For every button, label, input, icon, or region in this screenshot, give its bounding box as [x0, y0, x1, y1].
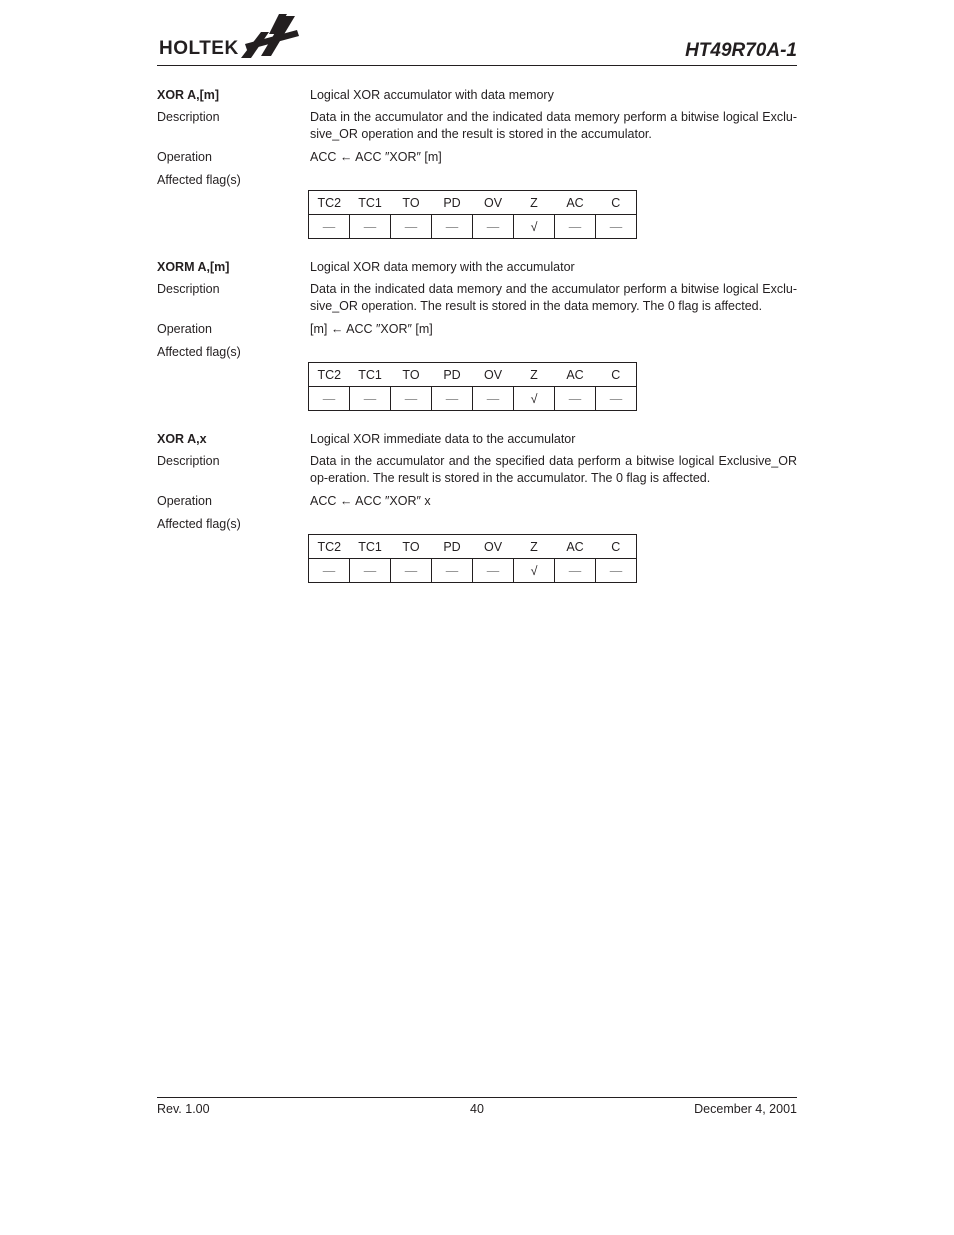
flag-value: √ [514, 387, 555, 411]
operation-text: ACC ← ACC ″XOR″ [m] [310, 150, 442, 164]
flag-value: — [309, 559, 350, 583]
flags-header-row [309, 535, 637, 559]
flags-value-row [309, 559, 637, 583]
flag-name: AC [555, 363, 596, 387]
flag-name: TO [391, 535, 432, 559]
flag-value: — [473, 387, 514, 411]
flag-value: — [555, 559, 596, 583]
operation-label: Operation [157, 494, 212, 508]
flag-name: PD [432, 363, 473, 387]
flag-name: OV [473, 191, 514, 215]
flag-value: — [391, 559, 432, 583]
flag-value: — [309, 387, 350, 411]
operation-label: Operation [157, 150, 212, 164]
flag-name: Z [514, 363, 555, 387]
summary: Logical XOR data memory with the accumulator [310, 260, 575, 274]
flag-value: — [391, 387, 432, 411]
flag-name: C [596, 363, 637, 387]
flag-name: TC1 [350, 191, 391, 215]
affected-label: Affected flag(s) [157, 345, 241, 359]
flag-name: C [596, 535, 637, 559]
document-title: HT49R70A-1 [685, 40, 797, 61]
flag-name: OV [473, 535, 514, 559]
flag-name: Z [514, 191, 555, 215]
flags-table [308, 534, 637, 583]
affected-label: Affected flag(s) [157, 517, 241, 531]
flag-value: — [391, 215, 432, 239]
description-text: Data in the accumulator and the indicated data memory perform a bitwise logical Exclu-sive_OR operation and the result is stored in the accumulator. [310, 110, 797, 141]
flag-value: — [473, 215, 514, 239]
flag-value: — [596, 387, 637, 411]
flag-value: — [555, 215, 596, 239]
flag-value: — [555, 387, 596, 411]
flags-value-row [309, 387, 637, 411]
flag-name: TC2 [309, 535, 350, 559]
flag-value: √ [514, 215, 555, 239]
flags-header-row [309, 363, 637, 387]
flag-name: TO [391, 191, 432, 215]
operation-text: [m] ← ACC ″XOR″ [m] [310, 322, 433, 336]
description-label: Description [157, 282, 220, 296]
holtek-logo [157, 12, 302, 62]
flag-name: OV [473, 363, 514, 387]
flag-name: AC [555, 535, 596, 559]
flag-value: — [432, 387, 473, 411]
publish-date: December 4, 2001 [694, 1102, 797, 1116]
flag-value: — [350, 387, 391, 411]
flag-value: — [596, 559, 637, 583]
mnemonic: XOR A,x [157, 432, 207, 446]
mnemonic: XOR A,[m] [157, 88, 220, 102]
flag-name: TC1 [350, 363, 391, 387]
flag-name: TC1 [350, 535, 391, 559]
flag-value: — [350, 215, 391, 239]
logo-mark-icon [239, 12, 301, 60]
flag-value: — [473, 559, 514, 583]
flag-value: — [350, 559, 391, 583]
page-number: 40 [470, 1102, 484, 1116]
summary: Logical XOR immediate data to the accumulator [310, 432, 576, 446]
flag-name: PD [432, 191, 473, 215]
flags-header-row [309, 191, 637, 215]
operation-text: ACC ← ACC ″XOR″ x [310, 494, 431, 508]
flags-value-row [309, 215, 637, 239]
flag-name: PD [432, 535, 473, 559]
logo-text: HOLTEK [159, 38, 239, 59]
flags-table [308, 190, 637, 239]
description-label: Description [157, 110, 220, 124]
flag-value: — [309, 215, 350, 239]
flag-name: AC [555, 191, 596, 215]
flag-value: √ [514, 559, 555, 583]
page-header [157, 10, 797, 66]
description-label: Description [157, 454, 220, 468]
description-text: Data in the accumulator and the specified data perform a bitwise logical Exclusive_OR op-eration. The result is stored in the accumulator. The 0 flag is affected. [310, 454, 797, 485]
summary: Logical XOR accumulator with data memory [310, 88, 554, 102]
page-footer [157, 1097, 797, 1116]
flag-name: TO [391, 363, 432, 387]
operation-label: Operation [157, 322, 212, 336]
revision: Rev. 1.00 [157, 1102, 210, 1116]
flag-value: — [596, 215, 637, 239]
flag-name: Z [514, 535, 555, 559]
mnemonic: XORM A,[m] [157, 260, 230, 274]
flag-name: TC2 [309, 363, 350, 387]
flag-value: — [432, 559, 473, 583]
flag-name: TC2 [309, 191, 350, 215]
flags-table [308, 362, 637, 411]
description-text: Data in the indicated data memory and the accumulator perform a bitwise logical Exclu-sive_OR operation. The result is stored in the data memory. The 0 flag is affected. [310, 282, 797, 313]
flag-name: C [596, 191, 637, 215]
affected-label: Affected flag(s) [157, 173, 241, 187]
flag-value: — [432, 215, 473, 239]
